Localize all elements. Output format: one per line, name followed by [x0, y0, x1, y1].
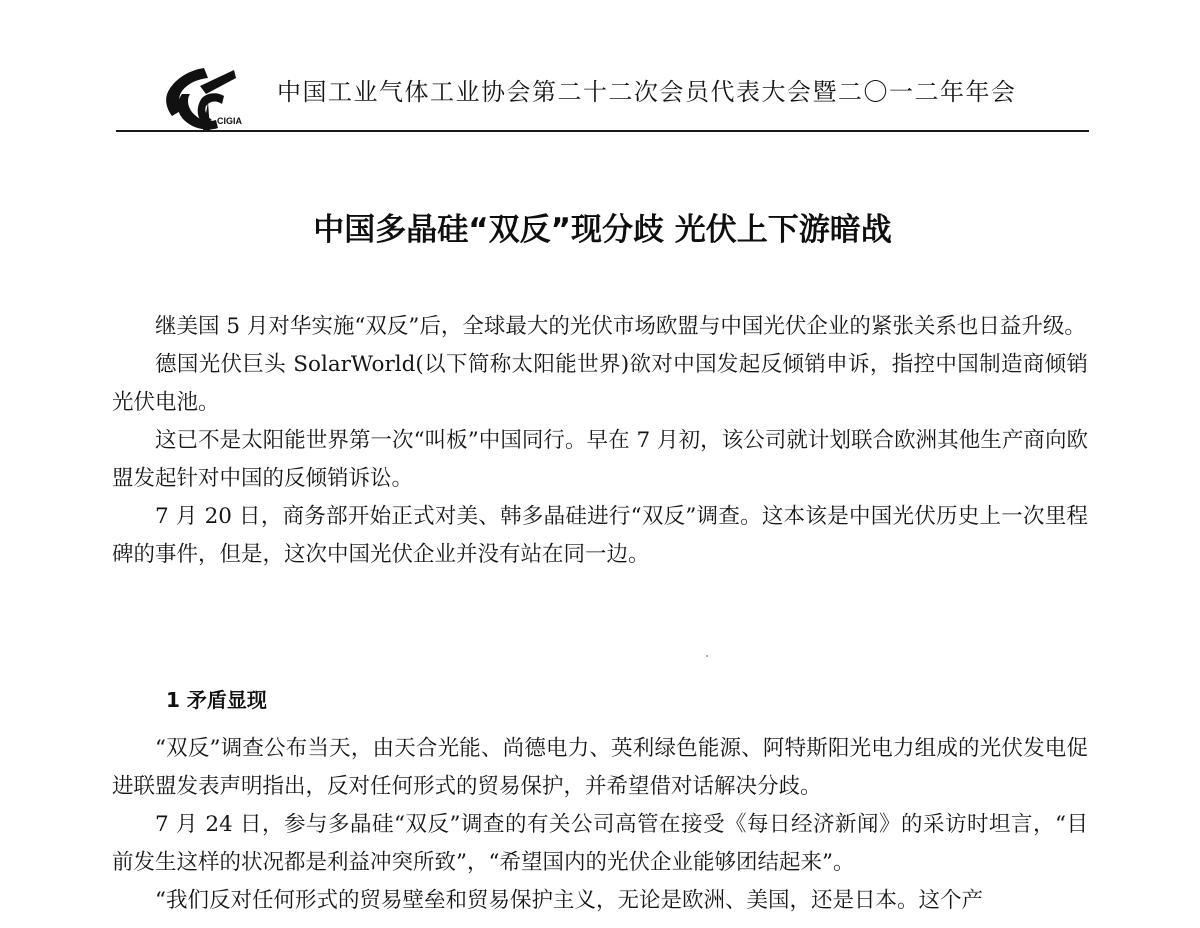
paragraph: 7 月 20 日，商务部开始正式对美、韩多晶硅进行“双反”调查。这本该是中国光伏历史上一次里程碑的事件，但是，这次中国光伏企业并没有站在同一边。	[112, 504, 1088, 567]
paragraph: “双反”调查公布当天，由天合光能、尚德电力、英利绿色能源、阿特斯阳光电力组成的光伏发电促进联盟发表声明指出，反对任何形式的贸易保护，并希望借对话解决分歧。	[112, 736, 1088, 799]
section-1-body	[112, 730, 1088, 920]
intro-section	[112, 308, 1088, 574]
article-title: 中国多晶硅“双反”现分歧 光伏上下游暗战	[313, 212, 892, 248]
paragraph: 继美国 5 月对华实施“双反”后，全球最大的光伏市场欧盟与中国光伏企业的紧张关系也日益升级。	[155, 314, 1086, 339]
paragraph: 7 月 24 日，参与多晶硅“双反”调查的有关公司高管在接受《每日经济新闻》的采访时坦言，“目前发生这样的状况都是利益冲突所致”，“希望国内的光伏企业能够团结起来”。	[112, 812, 1088, 875]
cigia-logo	[160, 64, 260, 130]
header-divider	[116, 130, 1089, 132]
logo-lettering: CIGIA	[217, 116, 243, 126]
conference-title: 中国工业气体工业协会第二十二次会员代表大会暨二〇一二年年会	[277, 78, 1017, 106]
paragraph: 这已不是太阳能世界第一次“叫板”中国同行。早在 7 月初，该公司就计划联合欧洲其他生产商向欧盟发起针对中国的反倾销诉讼。	[112, 428, 1088, 491]
running-header	[160, 60, 1100, 132]
scan-speck	[706, 655, 708, 657]
paragraph: “我们反对任何形式的贸易壁垒和贸易保护主义，无论是欧洲、美国，还是日本。这个产	[155, 888, 983, 913]
paragraph: 德国光伏巨头 SolarWorld(以下简称太阳能世界)欲对中国发起反倾销申诉，指控中国制造商倾销光伏电池。	[112, 352, 1088, 415]
section-heading: 1 矛盾显现	[166, 688, 267, 712]
